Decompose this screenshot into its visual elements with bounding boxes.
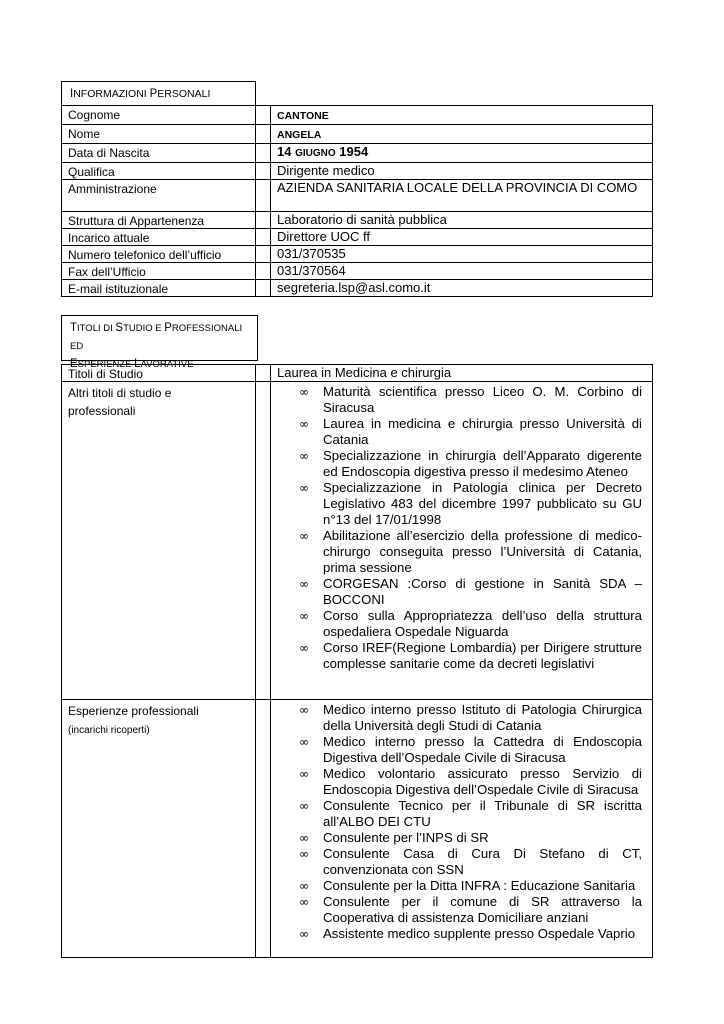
list-item-text: Consulente Casa di Cura Di Stefano di CT, convenzionata con SSN xyxy=(323,846,642,877)
list-item-text: Consulente per il comune di SR attraverso la Cooperativa di assistenza Domiciliare anziani xyxy=(323,894,642,925)
bullet-icon: ∞ xyxy=(299,767,309,781)
esperienze-sublabel: (incarichi ricoperti) xyxy=(68,725,150,736)
label-altri-titoli: Altri titoli di studio e professionali xyxy=(62,382,256,700)
list-item xyxy=(271,608,652,640)
spacer-cell xyxy=(256,280,271,297)
row-altri-titoli xyxy=(62,382,653,700)
header-text: ROFESSIONALI ED xyxy=(70,323,243,352)
list-item xyxy=(271,702,652,734)
spacer-cell xyxy=(256,246,271,263)
list-item-text: Maturità scientifica presso Liceo O. M. Corbino di Siracusa xyxy=(323,384,642,415)
header-initial: T xyxy=(70,322,78,334)
header-initial: I xyxy=(70,88,74,100)
bullet-icon: ∞ xyxy=(299,417,309,431)
list-item-text: Consulente per la Ditta INFRA : Educazione Sanitaria xyxy=(323,878,636,893)
value-email: segreteria.lsp@asl.como.it xyxy=(271,280,653,297)
list-item xyxy=(271,384,652,416)
list-item-text: Specializzazione in chirurgia dell’Apparato digerente ed Endoscopia digestiva presso il medesimo Ateneo xyxy=(323,448,642,479)
row-data-nascita xyxy=(62,144,653,163)
list-item-text: Medico interno presso la Cattedra di Endoscopia Digestiva dell’Ospedale Civile di Siracusa xyxy=(323,734,642,765)
spacer-cell xyxy=(256,163,271,180)
header-text: SPERIENZE xyxy=(77,358,135,370)
label-email: E-mail istituzionale xyxy=(62,280,256,297)
value-fax: 031/370564 xyxy=(271,263,653,280)
list-item-text: Abilitazione all’esercizio della professione di medico-chirurgo conseguita presso l’Università di Catania, prima sessione xyxy=(323,528,642,575)
spacer-cell xyxy=(256,263,271,280)
row-esperienze xyxy=(62,700,653,958)
bullet-icon: ∞ xyxy=(299,879,309,893)
bullet-icon: ∞ xyxy=(299,927,309,941)
header-text: NFORMAZIONI xyxy=(73,88,150,100)
bullet-icon: ∞ xyxy=(299,895,309,909)
value-amministrazione: AZIENDA SANITARIA LOCALE DELLA PROVINCIA DI COMO xyxy=(271,180,653,212)
studies-header-line1 xyxy=(70,319,249,355)
bullet-icon: ∞ xyxy=(299,481,309,495)
esperienze-list xyxy=(271,702,652,942)
row-titoli-studio xyxy=(62,365,653,382)
altri-titoli-cell xyxy=(271,382,653,700)
value-titoli-studio: Laurea in Medicina e chirurgia xyxy=(271,365,653,382)
spacer-cell xyxy=(256,212,271,229)
spacer-cell xyxy=(256,106,271,125)
label-data-nascita: Data di Nascita xyxy=(62,144,256,163)
list-item xyxy=(271,448,652,480)
value-telefono: 031/370535 xyxy=(271,246,653,263)
list-item-text: Assistente medico supplente presso Ospedale Vaprio xyxy=(323,926,636,941)
header-text: ITOLI DI xyxy=(77,323,116,334)
spacer-cell xyxy=(256,382,271,700)
label-telefono: Numero telefonico dell’ufficio xyxy=(62,246,256,263)
bullet-icon: ∞ xyxy=(299,799,309,813)
bullet-icon: ∞ xyxy=(299,449,309,463)
value-qualifica: Dirigente medico xyxy=(271,163,653,180)
value-nome: ANGELA xyxy=(271,125,653,144)
header-initial: P xyxy=(164,322,172,334)
studies-header xyxy=(61,315,258,370)
bullet-icon: ∞ xyxy=(299,577,309,591)
value-cognome: CANTONE xyxy=(271,106,653,125)
label-struttura: Struttura di Appartenenza xyxy=(62,212,256,229)
list-item xyxy=(271,878,652,894)
label-amministrazione: Amministrazione xyxy=(62,180,256,212)
list-item xyxy=(271,480,652,528)
list-item xyxy=(271,734,652,766)
value-incarico: Direttore UOC ff xyxy=(271,229,653,246)
list-item xyxy=(271,926,652,942)
spacer-cell xyxy=(256,365,271,382)
list-item xyxy=(271,528,652,576)
row-amministrazione xyxy=(62,180,653,212)
value-data-nascita xyxy=(271,144,653,163)
list-item xyxy=(271,830,652,846)
spacer-cell xyxy=(256,700,271,958)
spacer-cell xyxy=(256,144,271,163)
list-item xyxy=(271,894,652,926)
bullet-icon: ∞ xyxy=(299,735,309,749)
row-nome xyxy=(62,125,653,144)
label-incarico: Incarico attuale xyxy=(62,229,256,246)
list-item xyxy=(271,576,652,608)
list-item-text: Corso IREF(Regione Lombardia) per Dirigere strutture complesse sanitarie come da decreti legislativi xyxy=(323,640,642,671)
list-item-text: Consulente per l’INPS di SR xyxy=(323,830,489,845)
esperienze-label: Esperienze professionali xyxy=(68,704,199,718)
bullet-icon: ∞ xyxy=(299,609,309,623)
label-cognome: Cognome xyxy=(62,106,256,125)
bullet-icon: ∞ xyxy=(299,529,309,543)
bullet-icon: ∞ xyxy=(299,831,309,845)
bullet-icon: ∞ xyxy=(299,703,309,717)
list-item-text: CORGESAN :Corso di gestione in Sanità SDA – BOCCONI xyxy=(323,576,642,607)
header-text: ERSONALI xyxy=(157,88,211,100)
spacer-cell xyxy=(256,180,271,212)
list-item-text: Corso sulla Appropriatezza dell’uso della struttura ospedaliera Ospedale Niguarda xyxy=(323,608,642,639)
label-nome: Nome xyxy=(62,125,256,144)
personal-info-header xyxy=(61,81,256,106)
list-item xyxy=(271,766,652,798)
bullet-icon: ∞ xyxy=(299,641,309,655)
row-email xyxy=(62,280,653,297)
header-text: TUDIO E xyxy=(123,323,165,334)
list-item-text: Medico interno presso Istituto di Patologia Chirurgica della Università degli Studi di Catania xyxy=(323,702,642,733)
bullet-icon: ∞ xyxy=(299,847,309,861)
row-struttura xyxy=(62,212,653,229)
birth-month: GIUGNO xyxy=(295,148,336,159)
header-initial: S xyxy=(115,322,124,334)
list-item-text: Consulente Tecnico per il Tribunale di SR iscritta all’ALBO DEI CTU xyxy=(323,798,642,829)
label-titoli-studio: Titoli di Studio xyxy=(62,365,256,382)
value-struttura: Laboratorio di sanità pubblica xyxy=(271,212,653,229)
list-item xyxy=(271,846,652,878)
list-item-text: Medico volontario assicurato presso Servizio di Endoscopia Digestiva dell’Ospedale Civile di Siracusa xyxy=(323,766,642,797)
label-fax: Fax dell’Ufficio xyxy=(62,263,256,280)
label-qualifica: Qualifica xyxy=(62,163,256,180)
studies-table xyxy=(61,364,653,958)
altri-titoli-list xyxy=(271,384,652,672)
bullet-icon: ∞ xyxy=(299,385,309,399)
esperienze-cell xyxy=(271,700,653,958)
list-item-text: Specializzazione in Patologia clinica per Decreto Legislativo 483 del dicembre 1997 pubblicato su GU n°13 del 17/01/1998 xyxy=(323,480,642,527)
list-item xyxy=(271,640,652,672)
list-item xyxy=(271,416,652,448)
birth-year: 1954 xyxy=(339,144,369,159)
list-item xyxy=(271,798,652,830)
header-text: AVORATIVE xyxy=(140,358,194,370)
spacer-cell xyxy=(256,229,271,246)
spacer-cell xyxy=(256,125,271,144)
row-fax xyxy=(62,263,653,280)
header-initial: E xyxy=(70,357,78,370)
personal-info-table xyxy=(61,105,653,297)
header-initial: P xyxy=(149,88,158,100)
list-item-text: Laurea in medicina e chirurgia presso Università di Catania xyxy=(323,416,642,447)
row-incarico xyxy=(62,229,653,246)
label-esperienze xyxy=(62,700,256,958)
row-cognome xyxy=(62,106,653,125)
birth-day: 14 xyxy=(277,144,292,159)
row-qualifica xyxy=(62,163,653,180)
header-initial: L xyxy=(134,357,141,370)
row-telefono xyxy=(62,246,653,263)
